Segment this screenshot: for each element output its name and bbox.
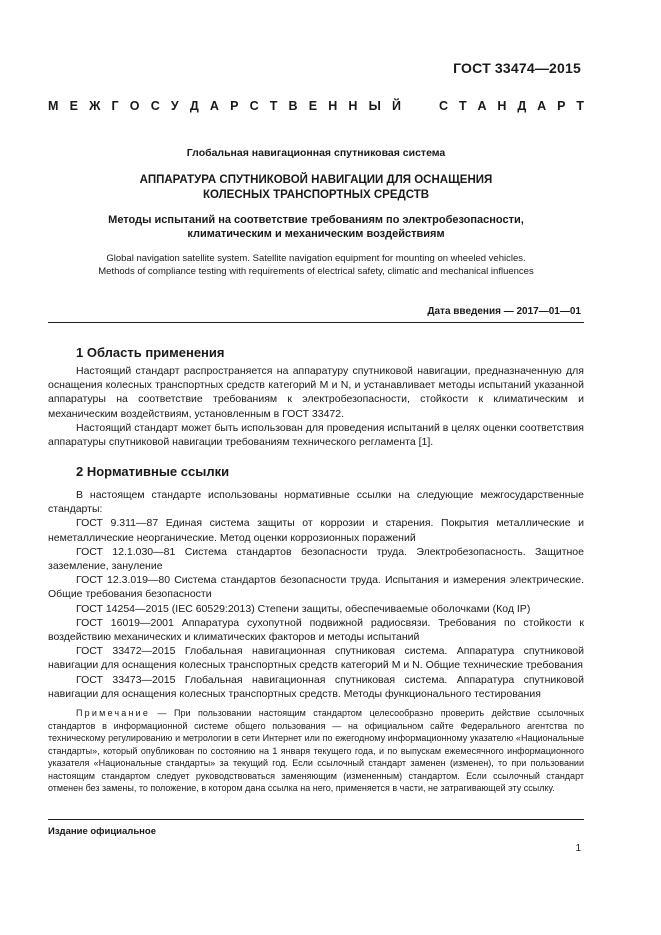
banner-letter: С [249,99,259,113]
banner-letter: В [288,99,298,113]
banner-letter: Н [328,99,338,113]
subtitle [48,213,584,241]
page-number: 1 [575,843,581,854]
english-title-line: Global navigation satellite system. Satellite navigation equipment for mounting on wheeled vehicles. [106,253,526,264]
reference-item: ГОСТ 14254—2015 (IEC 60529:2013) Степени защиты, обеспечиваемые оболочками (Код IP) [76,602,531,615]
english-title [48,253,584,278]
note-label: Примечание [76,708,151,718]
reference-item: ГОСТ 16019—2001 Аппаратура сухопутной подвижной радиосвязи. Требования по стойкости к воздействию механических и климатических факторов и методы испытаний [48,616,584,644]
reference-item: ГОСТ 33472—2015 Глобальная навигационная спутниковая система. Аппаратура спутниковой навигации для оснащения колесных транспортных средств категорий М и N. Общие технические требования [48,645,584,672]
banner-letter: Г [111,99,119,113]
main-title-line: АППАРАТУРА СПУТНИКОВОЙ НАВИГАЦИИ ДЛЯ ОСНАЩЕНИЯ [139,174,493,186]
paragraph: Настоящий стандарт распространяется на аппаратуру спутниковой навигации, предназначенную для оснащения колесных транспортных средств категорий М и N, и устанавливает методы испытаний указанной аппаратуры на соответствие требованиям к электробезопасности, стойкости к климатическим и механическим воздействиям, установленным в ГОСТ 33472. [48,365,584,420]
gost-number: ГОСТ 33474—2015 [453,60,581,76]
banner-letter: А [209,99,219,113]
reference-item: ГОСТ 12.3.019—80 Система стандартов безопасности труда. Испытания и измерения электрические. Общие требования безопасности [48,574,584,601]
section-body-references [48,488,584,701]
banner-letter: Е [69,99,78,113]
banner-letter: А [537,99,547,113]
note-block [48,707,584,795]
banner-letter: Р [557,99,566,113]
reference-item: ГОСТ 9.311—87 Единая система защиты от коррозии и старения. Покрытия металлические и неметаллические неорганические. Метод оценки коррозионных поражений [48,517,584,544]
banner-letter: Р [230,99,239,113]
banner-letter: Ж [89,99,101,113]
section-body-scope [48,364,584,449]
section-heading-references: 2 Нормативные ссылки [76,464,230,479]
banner-letter: Д [517,99,527,113]
banner-word-standard [439,99,584,113]
introduction-date: Дата введения — 2017—01—01 [427,306,581,317]
main-title [48,173,584,203]
banner-letter: Й [392,99,401,113]
banner-letter: Е [308,99,318,113]
banner-letter: Т [269,99,278,113]
banner-letter: Т [576,99,584,113]
banner-letter: Д [189,99,199,113]
banner-letter: Н [497,99,507,113]
english-title-line: Methods of compliance testing with requirements of electrical safety, climatic and mechanical influences [98,265,534,277]
interstate-standard-banner [48,99,584,113]
reference-item: ГОСТ 12.1.030—81 Система стандартов безопасности труда. Электробезопасность. Защитное заземление, зануление [48,545,584,573]
main-title-line: КОЛЕСНЫХ ТРАНСПОРТНЫХ СРЕДСТВ [202,189,430,201]
paragraph: Настоящий стандарт может быть использован для проведения испытаний в целях оценки соответствия аппаратуры спутниковой навигации требованиям технического регламента [1]. [48,421,584,449]
banner-letter: У [170,99,179,113]
banner-word-interstate [48,99,401,113]
system-name: Глобальная навигационная спутниковая система [186,147,446,159]
subtitle-line: климатическим и механическим воздействиям [187,228,445,240]
edition-label: Издание официальное [48,826,156,837]
subtitle-line: Методы испытаний на соответствие требованиям по электробезопасности, [108,214,524,226]
banner-letter: А [477,99,487,113]
banner-letter: Н [348,99,358,113]
banner-letter: М [48,99,59,113]
note-text: — При пользовании настоящим стандартом целесообразно проверить действие ссылочных стандартов в информационной системе общего пользования — на официальном сайте Федерального агентства по техническому регулированию и метрологии в сети Интернет или по ежегодному информационному указателю «Национальные стандарты», который опубликован по состоянию на 1 января текущего года, и по выпускам ежемесячного информационного указателя «Национальные стандарты» за текущий год. Если ссылочный стандарт заменен (изменен), то при пользовании настоящим стандартом следует руководствоваться заменяющим (измененным) стандартом. Если ссылочный стандарт отменен без замены, то положение, в котором дана ссылка на него, применяется в части, не затрагивающей эту ссылку. [48,708,584,793]
reference-item: ГОСТ 33473—2015 Глобальная навигационная спутниковая система. Аппаратура спутниковой навигации для оснащения колесных транспортных средств. Методы функционального тестирования [48,673,584,700]
banner-letter: О [129,99,140,113]
divider-line [48,819,584,820]
banner-letter: С [439,99,449,113]
banner-letter: Т [458,99,467,113]
divider-line [48,322,584,323]
banner-letter: С [150,99,160,113]
section-heading-scope: 1 Область применения [76,345,225,360]
banner-letter: Ы [368,99,381,113]
paragraph: В настоящем стандарте использованы нормативные ссылки на следующие межгосударственные стандарты: [48,489,584,516]
